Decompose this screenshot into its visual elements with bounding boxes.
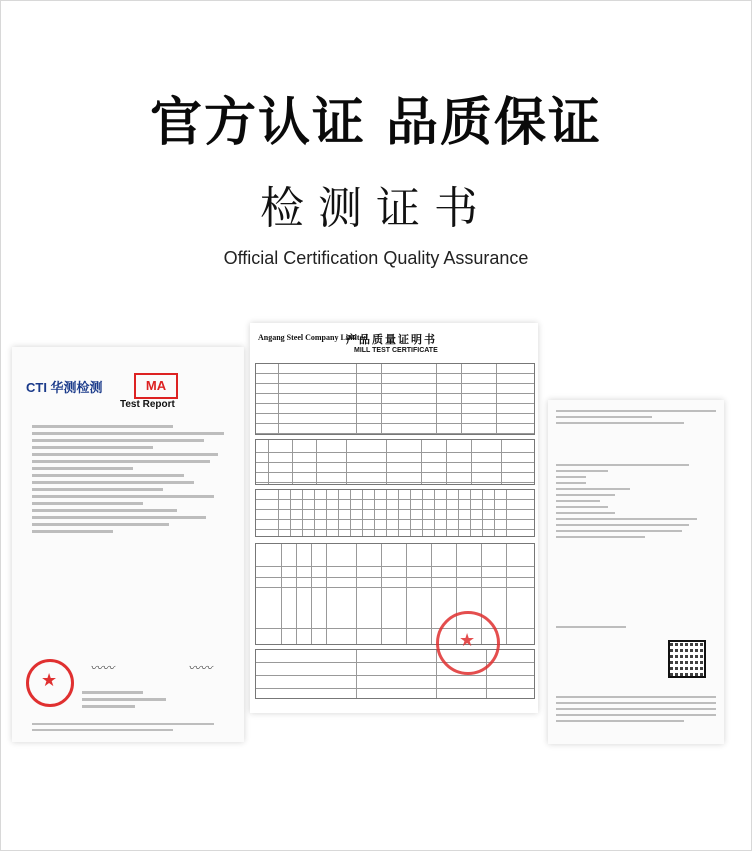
steel-company-name: Angang Steel Company Limited [258,333,368,342]
right-report-header-lines [556,406,716,428]
certificate-header-table [255,363,535,435]
signature-left: 〰〰 [90,661,115,675]
ma-certification-mark: MA [134,373,178,399]
right-report-signoff-lines [556,622,684,632]
page-headline: 官方认证 品质保证 [149,93,603,153]
english-test-report-image [548,400,724,744]
test-report-title: Test Report [120,399,175,410]
mill-test-certificate-image [250,323,538,713]
page-subheadline: 检测证书 [260,183,492,234]
red-seal-stamp: ★ [26,659,74,707]
certificate-title-en: MILL TEST CERTIFICATE [354,347,438,354]
right-report-footer-lines [556,692,716,726]
certificate-red-seal: ★ [436,611,500,675]
report-text-lines [32,421,234,537]
signature-caption-lines [82,687,234,712]
cti-test-report-image [12,347,244,742]
certificate-product-table [255,439,535,485]
right-report-body-lines [556,460,704,542]
cti-logo: CTI 华测检测 [26,380,103,395]
certificate-title-cn: 产品质量证明书 [346,334,437,346]
page-tagline: Official Certification Quality Assurance [223,248,529,268]
signature-right: 〰〰 [188,661,213,675]
qr-code [668,640,706,678]
certificate-chemical-table [255,489,535,537]
report-footer-lines [32,719,234,735]
